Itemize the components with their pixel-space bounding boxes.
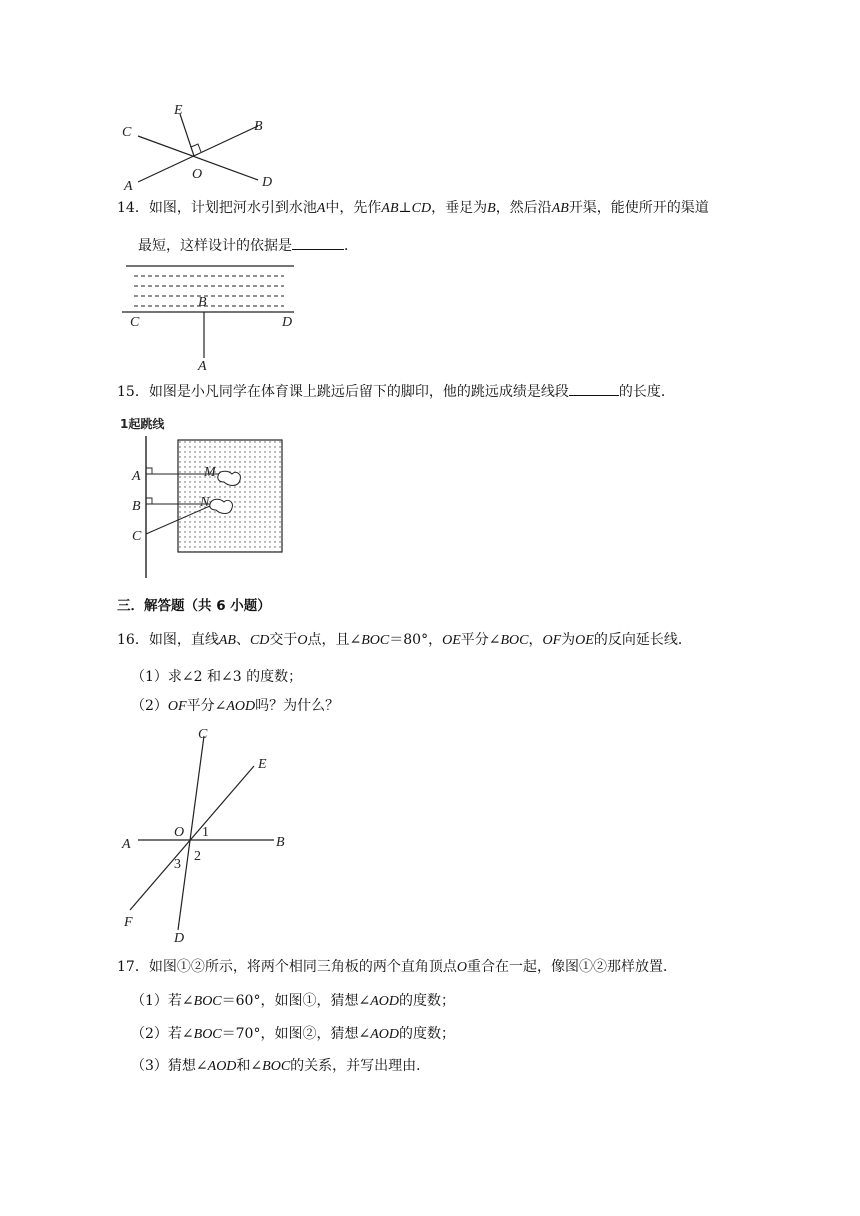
text: 平分∠ — [460, 632, 501, 648]
takeoff-line-title: 1起跳线 — [120, 417, 165, 431]
label-b: B — [254, 119, 263, 134]
label-b: B — [132, 499, 141, 514]
label-b: B — [198, 295, 207, 310]
answer-blank[interactable] — [569, 381, 619, 396]
label-e: E — [258, 757, 267, 772]
question-17-part3 — [131, 1056, 430, 1077]
text: 如图，计划把河水引到水池 — [148, 200, 317, 216]
label-b: B — [276, 835, 285, 850]
text: 开渠，能使所开的渠道 — [568, 200, 709, 216]
var: BOC — [262, 1059, 291, 1074]
var: AB — [381, 201, 399, 216]
var: OF — [542, 633, 562, 648]
figure-q16 — [118, 724, 298, 944]
label-angle-3: 3 — [174, 857, 181, 872]
var: AOD — [370, 994, 399, 1009]
text: 吗？为什么？ — [255, 698, 340, 714]
text: 为 — [561, 632, 576, 648]
question-16-line1 — [117, 630, 692, 651]
text: ⊥ — [398, 200, 412, 216]
label-a: A — [132, 469, 141, 484]
text: 的长度． — [618, 384, 675, 400]
label-a: A — [198, 359, 207, 372]
text: 交于 — [269, 632, 298, 648]
var: BOC — [500, 633, 529, 648]
label-c: C — [130, 315, 140, 330]
text: 、 — [235, 632, 250, 648]
var: AOD — [370, 1027, 399, 1042]
label-d: D — [174, 931, 185, 944]
label-n: N — [200, 495, 210, 510]
question-number: 16． — [117, 632, 149, 648]
text: ，垂足为 — [431, 200, 488, 216]
figure-q14 — [118, 260, 298, 372]
text: 点，且∠ — [307, 632, 362, 648]
var: AB — [551, 201, 569, 216]
var: BOC — [361, 633, 390, 648]
question-17-line1 — [117, 957, 677, 978]
var: O — [297, 633, 308, 648]
var: CD — [249, 633, 270, 648]
text: 平分∠ — [186, 698, 227, 714]
text: ． — [344, 238, 358, 254]
label-c: C — [132, 529, 142, 544]
text: 的反向延长线． — [593, 632, 692, 648]
var: AOD — [207, 1059, 237, 1074]
var: BOC — [193, 1027, 222, 1042]
var: OE — [575, 633, 594, 648]
text: （1）若∠ — [131, 993, 194, 1009]
label-angle-2: 2 — [194, 849, 201, 864]
label-a: A — [124, 179, 133, 194]
text: ， — [528, 632, 543, 648]
sandpit — [178, 440, 282, 552]
text: ＝60°，如图①，猜想∠ — [221, 993, 371, 1009]
figure-q13 — [118, 98, 298, 194]
question-number: 15． — [117, 384, 149, 400]
question-number: 14． — [117, 200, 149, 216]
figure-q15 — [118, 410, 290, 580]
label-m: M — [204, 465, 216, 480]
var: BOC — [193, 994, 222, 1009]
var: CD — [411, 201, 432, 216]
text: ＝80°， — [389, 632, 443, 648]
text: 如图①②所示，将两个相同三角板的两个直角顶点 — [148, 959, 457, 975]
text: 如图，直线 — [148, 632, 219, 648]
var: AB — [218, 633, 236, 648]
question-16-part1: （1）求∠2 和∠3 的度数； — [131, 669, 303, 685]
var: OF — [167, 699, 187, 714]
text: （2）若∠ — [131, 1026, 194, 1042]
answer-blank[interactable] — [292, 235, 344, 250]
label-d: D — [282, 315, 293, 330]
var: OE — [442, 633, 461, 648]
question-17-part1 — [131, 991, 455, 1012]
question-number: 17． — [117, 959, 149, 975]
text: ，然后沿 — [495, 200, 552, 216]
question-16-part2 — [131, 696, 339, 717]
question-14-line1 — [117, 198, 709, 219]
var: A — [316, 201, 326, 216]
var: AOD — [226, 699, 256, 714]
label-o: O — [174, 825, 185, 840]
text: （3）猜想∠ — [131, 1058, 208, 1074]
text: 的度数； — [398, 993, 455, 1009]
question-17-part2 — [131, 1024, 455, 1045]
question-14-line2 — [138, 235, 358, 256]
text: （2） — [131, 698, 168, 714]
text: 中，先作 — [325, 200, 382, 216]
label-d: D — [262, 175, 273, 190]
label-e: E — [174, 103, 183, 118]
label-f: F — [124, 915, 133, 930]
section-title: 三．解答题（共 6 小题） — [117, 598, 271, 614]
text: 的度数； — [398, 1026, 455, 1042]
question-15 — [117, 381, 675, 402]
text: ＝70°，如图②，猜想∠ — [221, 1026, 371, 1042]
label-a: A — [122, 837, 131, 852]
label-c: C — [122, 125, 132, 140]
var: B — [487, 201, 496, 216]
var: O — [456, 960, 467, 975]
label-c: C — [198, 727, 208, 742]
text: 最短，这样设计的依据是 — [138, 238, 292, 254]
label-angle-1: 1 — [202, 825, 209, 840]
text: 如图是小凡同学在体育课上跳远后留下的脚印，他的跳远成绩是线段 — [148, 384, 569, 400]
text: 重合在一起，像图①②那样放置． — [466, 959, 677, 975]
label-o: O — [192, 167, 203, 182]
text: 和∠ — [236, 1058, 263, 1074]
text: 的关系，并写出理由． — [290, 1058, 431, 1074]
